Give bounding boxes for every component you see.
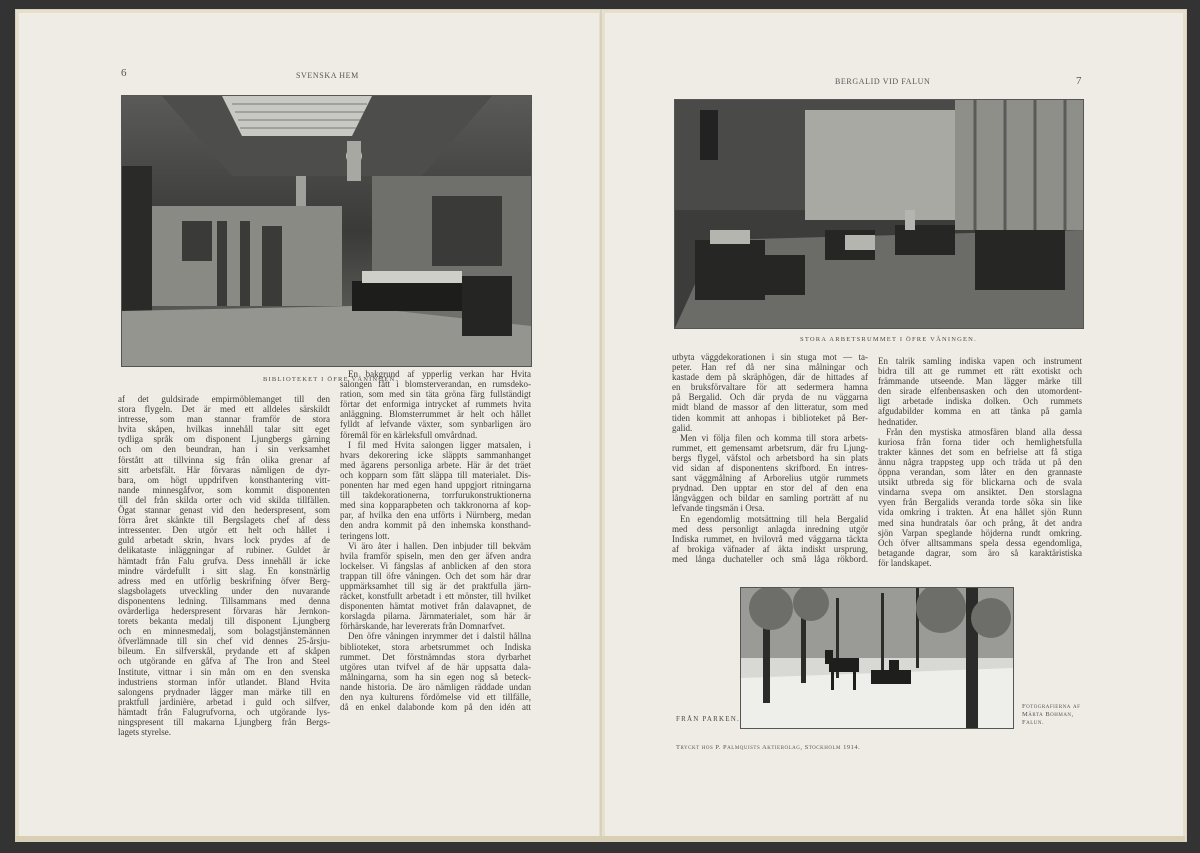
text-line: rummet, ett gemensamt arbetsrum, där fru Ljung- [672, 442, 868, 453]
page-number-right: 7 [1076, 75, 1082, 87]
text-line: mindre värdefullt i sitt slag. En konstnärlig [118, 565, 330, 576]
text-line: förra året skänkte till Bergslagets chef af dess [118, 515, 330, 526]
text-line: slagsbolagets utveckling under den nuvarande [118, 585, 330, 596]
text-line: ovärderliga hederspresent förvaras här Jernkon- [118, 605, 330, 616]
text-line: sant väggmålning af Arborelius utgör rummets [672, 473, 868, 484]
text-line: vindarna svepa om ansiktet. Den storslagna [878, 487, 1082, 498]
text-line: adress med en utförlig beskrifning öfver Berg- [118, 575, 330, 586]
text-line: förtar det enformiga intrycket af rummets hvita [340, 399, 531, 410]
text-line: vyen från Bergalids veranda torde söka sin like [878, 497, 1082, 508]
text-line: nande historia. De äro nämligen räddade undan [340, 681, 531, 692]
text-line: bara, om högt uppdrifven konsthantering vitt- [118, 474, 330, 485]
text-line: Indiska rummet, en hvilovrå med väggarna täckta [672, 533, 868, 544]
text-line: för landskapet. [878, 557, 932, 568]
text-line: Ögat stannar genast vid den hederspresent, som [118, 505, 330, 516]
text-line: ningspresent till makarna Ljungberg från Bergs- [118, 717, 330, 727]
text-line: förhärskande, har levererats från Domnarfvet. [340, 621, 505, 632]
text-line: rummet. Det förstnämndas stora dyrbarhet [340, 651, 531, 662]
text-line: delikataste inläggningar af rubiner. Guldet är [118, 545, 330, 556]
text-line: I fil med Hvita salongen ligger matsalen, i [348, 439, 531, 450]
text-line: tiden kommit att anhopas i biblioteket på Ber- [672, 412, 868, 423]
photo-credit-line: Märta Bohman, [1022, 711, 1074, 718]
park-photo-caption: FRÅN PARKEN. [676, 715, 740, 723]
text-line: lagets styrelse. [118, 727, 171, 738]
text-line: och en minnesmedalj, som bolagstjänstemännen [118, 626, 330, 637]
text-line: par, af hvilka den ena utförts i Nürnberg, medan [340, 510, 531, 521]
text-line: ration, som med sin täta gröna färg fullständigt [340, 389, 531, 400]
text-line: med sina kopparарbeten och takkronorna af kop- [340, 500, 531, 511]
work-room-photo [674, 99, 1084, 329]
text-line: galid. [672, 422, 693, 433]
text-line: utsikt utbreda sig för blickarna och de svala [878, 477, 1082, 488]
text-line: sitt arbetsfält. Här förvaras nämligen de dyr- [118, 464, 330, 475]
text-line: Men vi följa filen och komma till stora arbets- [680, 432, 868, 443]
text-line: salongen fått i blomsterverandan, en rumsdeko- [340, 379, 531, 390]
text-line: En egendomlig motsättning till hela Bergalid [680, 513, 868, 524]
photo-credit [1022, 703, 1080, 727]
right-text-column-2 [878, 356, 1082, 568]
park-photo [740, 587, 1014, 729]
text-line: trakter kännes det som en befrielse att få stiga [878, 446, 1082, 457]
text-line: räcket, konstfullt arbetadt i ett mönster, till hvilket [340, 591, 531, 602]
text-line: betagande dagrar, som äro så karaktäristiska [878, 547, 1082, 558]
text-line: Från den mystiska atmosfären bland alla dessa [886, 426, 1082, 437]
text-line: hämtadt från Falugrufvorna, och utgörande lys- [118, 706, 330, 717]
text-line: En talrik samling indiska vapen och instrument [878, 356, 1082, 366]
text-line: med ägarens personliga arbete. Här är det träet [340, 459, 531, 470]
text-line: guld arbetadt skrin, hvars lock prydes af de [118, 535, 330, 546]
photo-credit-line: Falun. [1022, 719, 1045, 726]
text-line: med långa duchateller och små låga rökbord. [672, 553, 868, 564]
book-gutter [600, 9, 602, 841]
text-line: intresse, som man stannar framför de stora [118, 414, 330, 425]
text-line: förstått att tillvinna sig från olika grenar af [118, 454, 330, 465]
text-line: af brokiga väfnader af äkta indiskt ursprung, [672, 543, 868, 554]
right-text-column-1 [672, 352, 868, 564]
text-line: vida omkring i trakten. Åt ena hållet sjön Runn [878, 507, 1082, 518]
text-line: biblioteket, stora arbetsrummet och Indiska [340, 641, 531, 652]
text-line: ligt arbetade indiska dolken. Och rummets [878, 396, 1082, 407]
text-line: föremål för en kärleksfull omvårdnad. [340, 429, 478, 440]
text-line: industriens storman inför utlandet. Bland Hvita [118, 676, 330, 687]
text-line: praktfull jardinière, arbetad i guld och silfver, [118, 696, 330, 707]
text-line: bidra till att ge rummet ett rätt exotiskt och [878, 366, 1082, 377]
text-line: kastade dem på skräphögen, där de hittades af [672, 372, 868, 383]
text-line: En bakgrund af ypperlig verkan har Hvita [348, 369, 531, 379]
text-line: den sirade elfenbensasken och den utomordent- [878, 386, 1082, 397]
text-line: peter. Han ref då ner sina målningar och [672, 362, 868, 373]
text-line: utgöres utan tvifvel af de här uppsatta dala- [340, 661, 531, 672]
text-line: Och öfver alltsammans spela dessa egendomliga, [878, 537, 1082, 548]
printer-imprint: Tryckt hos P. Palmquists Aktiebolag, Stockholm 1914. [676, 744, 861, 751]
text-line: torets bekanta medalj till disponent Ljungberg [118, 616, 330, 627]
left-text-column-1 [118, 394, 330, 737]
work-room-photo-caption: STORA ARBETSRUMMET I ÖFRE VÅNINGEN. [800, 336, 977, 343]
text-line: lockelser. Vi fängslas af anblicken af den stora [340, 560, 531, 571]
text-line: på Bergalid. Och där pryda de nu väggarna [672, 392, 868, 403]
text-line: med sina hundratals öar och prång, åt det andra [878, 517, 1082, 528]
text-line: till del från skilda orter och vid skilda tillfällen. [118, 494, 330, 505]
library-photo [121, 95, 532, 367]
text-line: uppmärksamhet till sig är det praktfulla järn- [340, 580, 531, 591]
text-line: hämtadt från Falu grufva. Dess innehåll är icke [118, 555, 330, 566]
text-line: bergs flygel, väfstol och arbetsbord ha sin plats [672, 452, 868, 463]
text-line: intressenter. Den utgör ett helt och hållet i [118, 525, 330, 536]
text-line: nande minnesgåfvor, som kommit disponenten [118, 484, 330, 495]
text-line: lefvande tingsmän i Orsa. [672, 503, 765, 514]
text-line: stora flygeln. Det är med ett alldeles särskildt [118, 404, 330, 415]
text-line: Vi äro åter i hallen. Den inbjuder till bekväm [348, 540, 531, 551]
text-line: och utgörande en gåfva af The Iron and Steel [118, 656, 330, 667]
text-line: den andra kommit på den inhemska konsthand- [340, 520, 531, 531]
text-line: målningarna, som ha sin egen nog så beteck- [340, 671, 531, 682]
text-line: hvars dekorering icke släppts sammanhanget [340, 449, 531, 460]
page-number-left: 6 [121, 67, 127, 79]
text-line: vid sidan af disponentens skrifbord. En intres- [672, 463, 868, 474]
left-text-column-2 [340, 369, 531, 712]
page-bottom-edge [15, 836, 1185, 841]
running-head-right: BERGALID VID FALUN [835, 77, 931, 86]
text-line: tydliga språk om disponent Ljungbergs gärning [118, 434, 330, 445]
text-line: midt bland de massor af den litteratur, som med [672, 402, 868, 413]
text-line: bileum. En silfverskål, prydande ett af skåpen [118, 646, 330, 657]
text-line: öppna verandan, som låter en den grannaste [878, 467, 1082, 478]
text-line: anläggning. Blomsterrummet är helt och hållet [340, 409, 531, 420]
text-line: främmande utseende. Man lägger märke till [878, 376, 1082, 387]
text-line: till takdekorationerna, torrfurukonstruktionerna [340, 490, 531, 501]
text-line: hvita skåpen, hvilkas innehåll talar sitt eget [118, 424, 330, 435]
text-line: Institute, vittnar i sin mån om en den svenska [118, 666, 330, 677]
text-line: långväggen och bildar en samling porträtt af nu [672, 493, 868, 504]
text-line: och om den beundran, han i sin verksamhet [118, 444, 330, 455]
text-line: utbyta väggdekorationen i sin stuga mot — ta- [672, 352, 868, 362]
text-line: en bruksförvaltare för att sedermera hamna [672, 382, 868, 393]
text-line: ponenten har med egen hand uppgjort ritningarna [340, 480, 531, 491]
text-line: kuriosa från forna tider och hemlighetsfulla [878, 436, 1082, 447]
text-line: afgudabilder komma en att tänka på gamla [878, 406, 1082, 417]
text-line: då en enkel dalabonde kom på den idén att [340, 702, 531, 713]
text-line: salongens prydnader lägger man märke till en [118, 686, 330, 697]
text-line: disponenten hämtat motivet från dalavapnet, de [340, 601, 531, 612]
text-line: teringens lott. [340, 530, 390, 541]
text-line: och kopparn som fått släppa till materialet. Dis- [340, 469, 531, 480]
library-photo-caption: BIBLIOTEKET I ÖFRE VÅNINGEN. [263, 376, 399, 383]
text-line: med dess personligt anlagda inredning utgör [672, 523, 868, 534]
text-line: trappan till öfre våningen. Och det som här drar [340, 570, 531, 581]
text-line: fylldt af lefvande växter, som synbarligen äro [340, 419, 531, 430]
text-line: hednatider. [878, 416, 918, 427]
photo-credit-line: Fotografierna af [1022, 703, 1081, 710]
text-line: sjön Varpan speglande höjderna rundt omkring. [878, 527, 1082, 538]
text-line: den nya kulturens fördömelse vid ett tillfälle, [340, 692, 531, 702]
running-head-left: SVENSKA HEM [296, 71, 359, 80]
text-line: hvila framför spiseln, men den ger äfven andra [340, 550, 531, 561]
text-line: öfverlämnade till sin chef vid dennes 25-årsju- [118, 636, 330, 647]
text-line: Den öfre våningen inrymmer det i dalstil hållna [348, 631, 531, 642]
text-line: disponentens ledning. Tillsammans med denna [118, 595, 330, 606]
text-line: ännu några trappsteg upp och träda ut på den [878, 456, 1082, 467]
text-line: prydnad. Den upptar en stor del af den ena [672, 483, 868, 494]
text-line: af det guldsirade empirmöblemanget till den [118, 394, 330, 404]
text-line: korslagda pilarna. Järnmaterialet, som här är [340, 611, 531, 622]
